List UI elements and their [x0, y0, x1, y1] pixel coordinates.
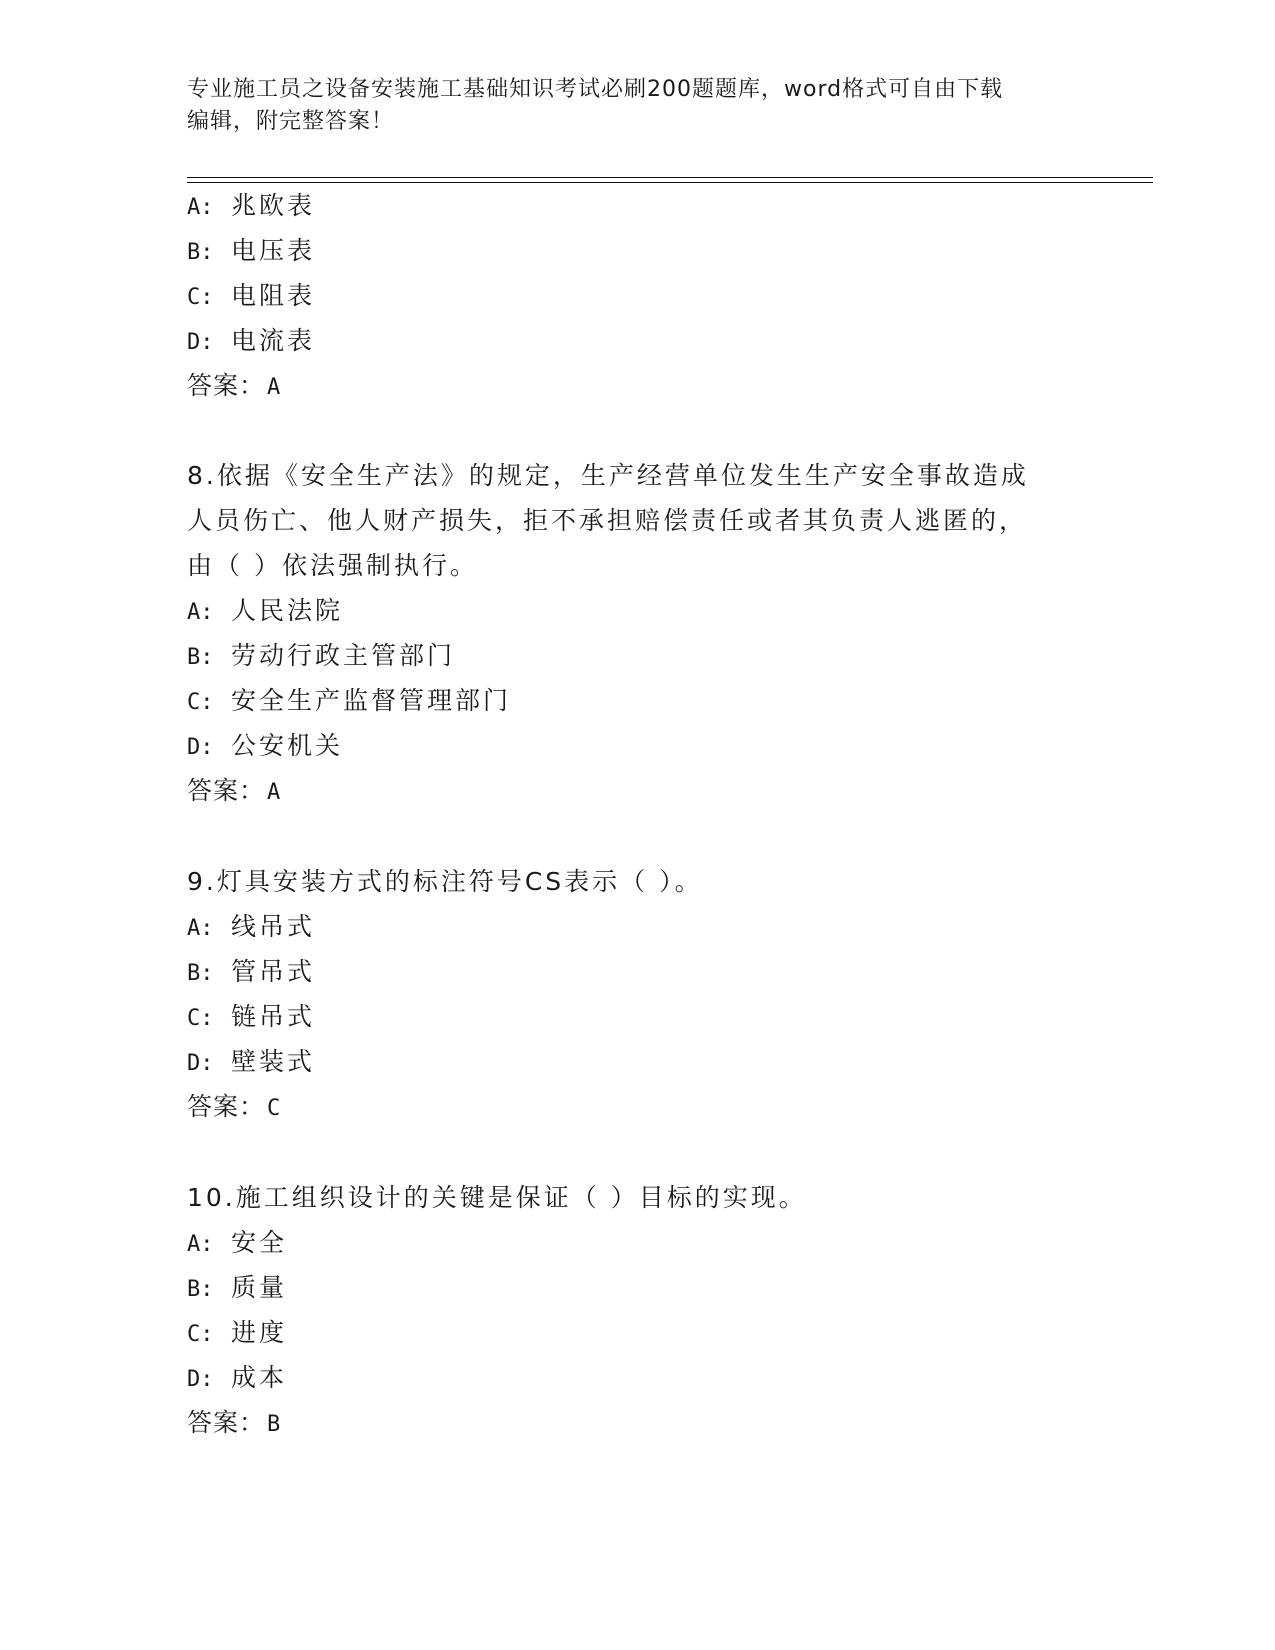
q8-stem-line-2: 人员伤亡、他人财产损失，拒不承担赔偿责任或者其负责人逃匿的，: [187, 506, 1028, 535]
option-key: D:: [187, 735, 214, 760]
q9-stem-line-1: 9.灯具安装方式的标注符号CS表示（ ）。: [187, 867, 703, 896]
option-text: 管吊式: [231, 957, 316, 986]
option-key: D:: [187, 1051, 214, 1076]
q8-option-a: [187, 595, 343, 629]
answer-value: A: [267, 375, 282, 400]
q10-option-a: [187, 1227, 287, 1261]
option-key: C:: [187, 285, 214, 310]
option-key: C:: [187, 1006, 214, 1031]
option-text: 进度: [231, 1318, 288, 1347]
option-text: 成本: [231, 1363, 288, 1392]
answer-value: C: [267, 1096, 282, 1121]
answer-label: 答案：: [187, 371, 266, 400]
option-key: A:: [187, 600, 214, 625]
q9-option-a: [187, 911, 315, 945]
option-key: B:: [187, 645, 214, 670]
option-text: 线吊式: [231, 912, 316, 941]
option-text: 壁装式: [231, 1047, 316, 1076]
q10-answer: [187, 1407, 281, 1441]
q8-answer: [187, 775, 281, 809]
q7-option-a: [187, 190, 315, 224]
option-key: B:: [187, 961, 214, 986]
q10-option-b: [187, 1272, 287, 1306]
option-key: B:: [187, 240, 214, 265]
answer-value: B: [267, 1412, 282, 1437]
option-text: 安全生产监督管理部门: [231, 686, 512, 715]
option-text: 劳动行政主管部门: [231, 641, 456, 670]
option-text: 链吊式: [231, 1002, 316, 1031]
option-text: 兆欧表: [231, 191, 316, 220]
option-key: C:: [187, 1322, 214, 1347]
option-key: B:: [187, 1277, 214, 1302]
option-text: 质量: [231, 1273, 288, 1302]
q8-option-c: [187, 685, 511, 719]
option-key: A:: [187, 1232, 214, 1257]
header-divider-top: [187, 177, 1153, 178]
option-text: 电阻表: [231, 281, 316, 310]
q7-option-b: [187, 235, 315, 269]
q8-option-d: [187, 730, 343, 764]
answer-value: A: [267, 780, 282, 805]
q9-option-c: [187, 1001, 315, 1035]
answer-label: 答案：: [187, 1408, 266, 1437]
header-line-1: 专业施工员之设备安装施工基础知识考试必刷200题题库，word格式可自由下载: [187, 77, 1004, 102]
option-text: 公安机关: [231, 731, 344, 760]
q9-option-d: [187, 1046, 315, 1080]
header-line-2: 编辑，附完整答案！: [187, 109, 395, 134]
q10-stem-line-1: 10.施工组织设计的关键是保证（ ）目标的实现。: [187, 1183, 807, 1212]
q7-option-d: [187, 325, 315, 359]
header-divider-bottom: [187, 182, 1153, 183]
option-text: 电流表: [231, 326, 316, 355]
option-text: 电压表: [231, 236, 316, 265]
q9-option-b: [187, 956, 315, 990]
q8-option-b: [187, 640, 455, 674]
option-key: A:: [187, 195, 214, 220]
answer-label: 答案：: [187, 776, 266, 805]
option-key: A:: [187, 916, 214, 941]
document-header: [187, 74, 1087, 138]
q7-answer: [187, 370, 281, 404]
option-key: D:: [187, 1367, 214, 1392]
q8-stem-line-3: 由（ ）依法强制执行。: [187, 551, 478, 580]
q7-option-c: [187, 280, 315, 314]
q10-option-d: [187, 1362, 287, 1396]
q9-answer: [187, 1091, 281, 1125]
q8-stem-line-1: 8.依据《安全生产法》的规定，生产经营单位发生生产安全事故造成: [187, 461, 1029, 490]
option-key: C:: [187, 690, 214, 715]
option-text: 人民法院: [231, 596, 344, 625]
answer-label: 答案：: [187, 1092, 266, 1121]
option-text: 安全: [231, 1228, 288, 1257]
q10-option-c: [187, 1317, 287, 1351]
option-key: D:: [187, 330, 214, 355]
